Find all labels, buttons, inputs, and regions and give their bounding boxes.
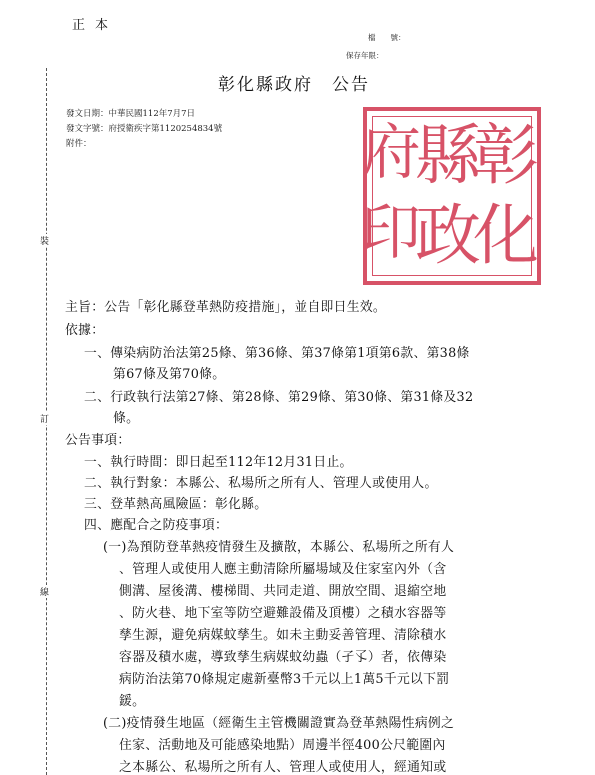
binding-mark-3: 線 — [40, 585, 49, 598]
seal-glyph: 政 — [415, 197, 481, 274]
binding-mark-1: 裝 — [40, 234, 49, 247]
seal-glyph: 印 — [361, 198, 421, 268]
measure-1-line: 病防治法第70條規定處新臺幣3千元以上1萬5千元以下罰 — [119, 672, 450, 687]
measure-2-line: 住家、活動地及可能感染地點）周邊半徑400公尺範圍內 — [119, 738, 446, 753]
measure-1-line: (一)為預防登革熱疫情發生及擴散，本縣公、私場所之所有人 — [103, 540, 455, 555]
seal-glyph: 縣 — [415, 117, 481, 194]
announcement-item-2: 二、執行對象：本縣公、私場所之所有人、管理人或使用人。 — [84, 476, 438, 491]
document-title: 彰化縣政府 公告 — [218, 75, 370, 95]
announcement-item-1: 一、執行時間：即日起至112年12月31日止。 — [84, 455, 353, 470]
attachment-label: 附件： — [66, 139, 92, 149]
basis-item-2-cont: 條。 — [113, 411, 140, 426]
subject-line: 主旨：公告「彰化縣登革熱防疫措施」，並自即日生效。 — [65, 300, 387, 315]
measure-1-line: 容器及積水處，導致孳生病媒蚊幼蟲（孑孓）者，依傳染 — [119, 650, 447, 665]
binding-mark-2: 訂 — [40, 412, 49, 425]
official-seal-image — [363, 107, 541, 285]
measure-2-line: (二)疫情發生地區（經衛生主管機關證實為登革熱陽性病例之 — [103, 716, 455, 731]
document-number: 發文字號：府授衛疾字第1120254834號 — [66, 124, 223, 134]
measure-1-line: 側溝、屋後溝、樓梯間、共同走道、開放空間、退縮空地 — [119, 584, 447, 599]
announcement-item-3: 三、登革熱高風險區：彰化縣。 — [84, 497, 268, 512]
retention-period-label: 保存年限： — [346, 51, 384, 60]
measure-1-line: 孳生源，避免病媒蚊孳生。如未主動妥善管理、清除積水 — [119, 628, 447, 643]
announcement-heading: 公告事項： — [65, 433, 131, 448]
seal-glyph: 彰 — [473, 117, 539, 194]
basis-item-1: 一、傳染病防治法第25條、第36條、第37條第1項第6款、第38條 — [84, 346, 470, 361]
issue-date: 發文日期：中華民國112年7月7日 — [66, 109, 196, 119]
measure-1-line: 、管理人或使用人應主動清除所屬場域及住家室內外（含 — [119, 562, 447, 577]
file-number-label: 檔 號： — [368, 33, 406, 42]
basis-item-1-cont: 第67條及第70條。 — [113, 367, 226, 382]
basis-item-2: 二、行政執行法第27條、第28條、第29條、第30條、第31條及32 — [84, 390, 474, 405]
basis-heading: 依據： — [65, 323, 105, 338]
seal-glyph: 府 — [361, 118, 421, 188]
measure-1-line: 鍰。 — [119, 694, 146, 709]
measure-2-line: 之本縣公、私場所之所有人、管理人或使用人，經通知或 — [119, 760, 447, 775]
announcement-item-4: 四、應配合之防疫事項： — [84, 518, 229, 533]
seal-glyph: 化 — [473, 197, 539, 274]
measure-1-line: 、防火巷、地下室等防空避難設備及頂樓）之積水容器等 — [119, 606, 447, 621]
copy-label: 正本 — [72, 18, 119, 33]
